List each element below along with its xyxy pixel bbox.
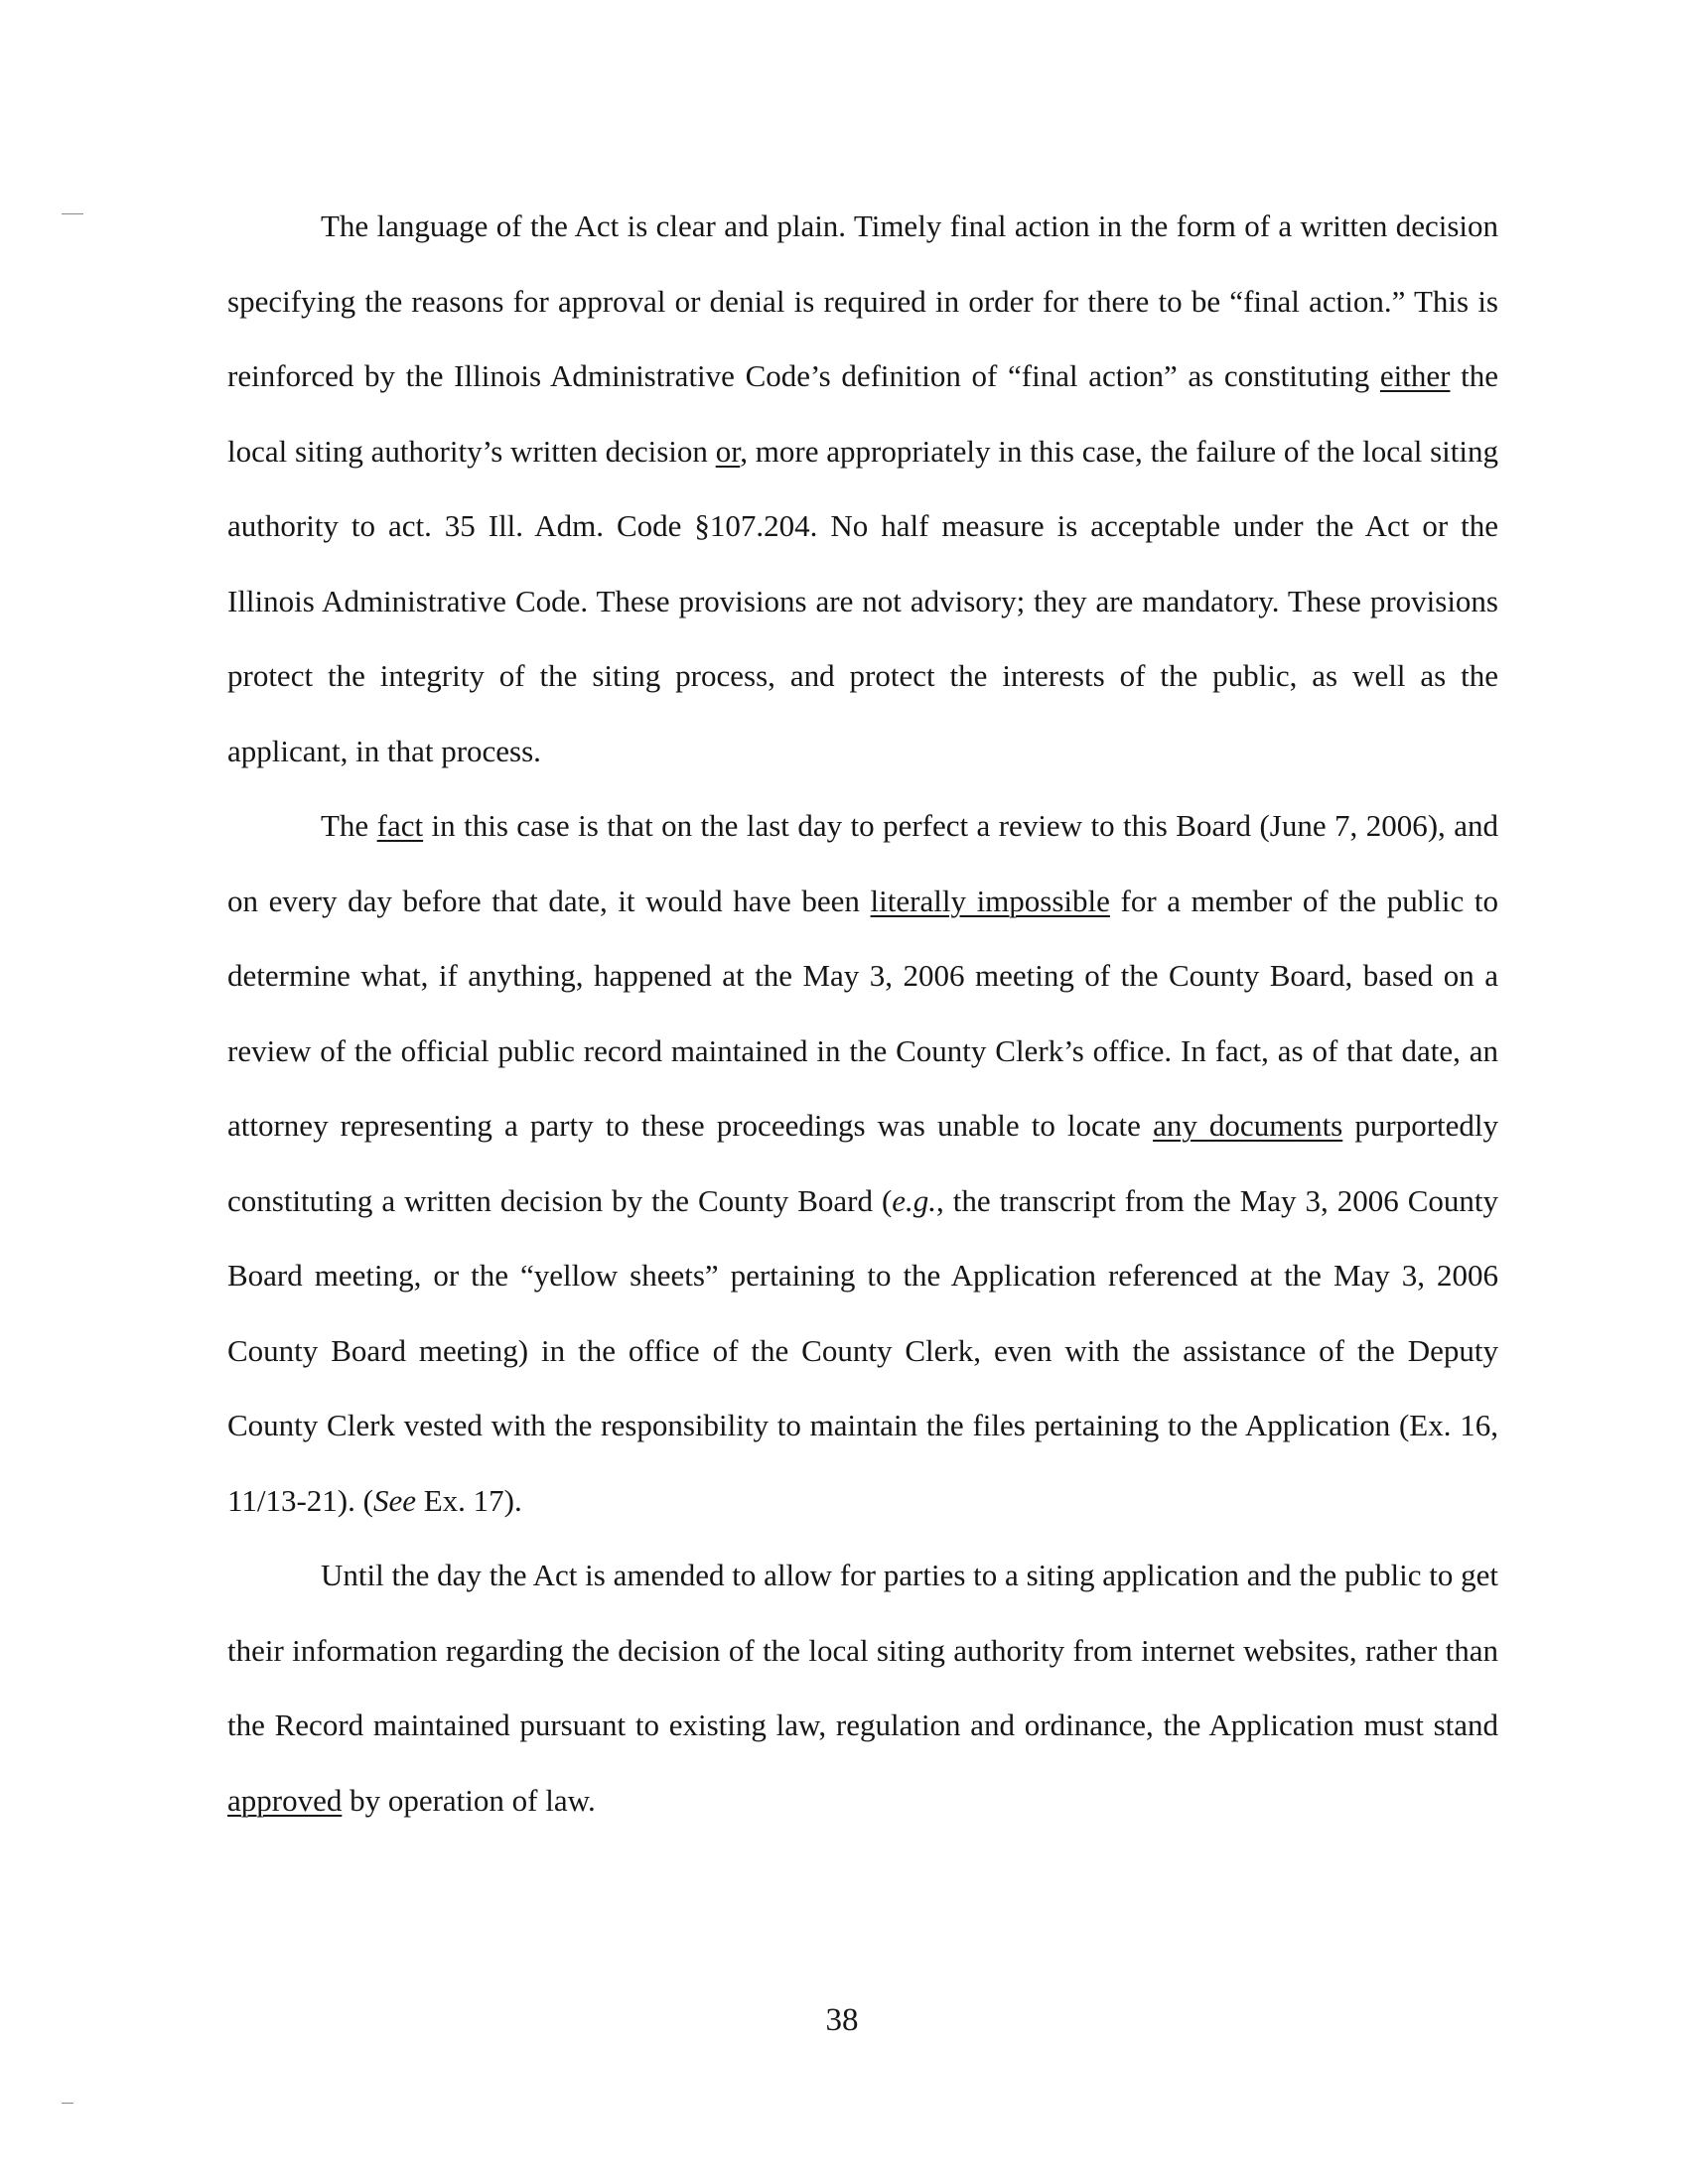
text-run: , more appropriately in this case, the failure of the local siting authority to act. 35 Ill. Adm. Code §107.204. No half measure is acceptable under the Act or the Illinois Administrative Code. These provisions are not advisory; they are mandatory. These provisions protect the integrity of the siting process, and protect the interests of the public, as well as the applicant, in that process. — [227, 433, 1498, 768]
paragraph-final-action — [227, 189, 1498, 788]
underlined-text: literally impossible — [870, 883, 1110, 918]
text-run: The language of the Act is clear and plain. Timely final action in the form of a written decision specifying the reasons for approval or denial is required in order for there to be “final action.” This is reinforced by the Illinois Administrative Code’s definition of “final action” as constituting — [227, 208, 1498, 393]
underlined-text: either — [1379, 358, 1451, 393]
text-run: in this case is that on the last day to perfect a review to this Board (June 7, 2006), and on every day before that date, it would have been — [227, 808, 1498, 918]
text-run: purportedly constituting a written decision by the County Board ( — [227, 1108, 1498, 1218]
text-run: The — [321, 808, 377, 843]
text-run: for a member of the public to determine what, if anything, happened at the May 3, 2006 meeting of the County Board, based on a review of the official public record maintained in the County Clerk’s office. In fact, as of that date, an attorney representing a party to these proceedings was unable to locate — [227, 883, 1498, 1143]
italic-text: See — [372, 1482, 416, 1518]
text-run: by operation of law. — [342, 1782, 596, 1818]
text-run: , the transcript from the May 3, 2006 County Board meeting, or the “yellow sheets” pertaining to the Application referenced at the May 3, 2006 County Board meeting) in the office of the County Clerk, even with the assistance of the Deputy County Clerk vested with the responsibility to maintain the files pertaining to the Application (Ex. 16, 11/13-21). ( — [227, 1182, 1498, 1518]
underlined-text: fact — [376, 808, 424, 843]
underlined-text: approved — [227, 1782, 343, 1818]
underlined-text: or — [715, 433, 741, 469]
text-run: the local siting authority’s written decision — [227, 358, 1498, 469]
paragraph-fact — [227, 788, 1498, 1538]
page-number: 38 — [825, 2002, 859, 2038]
margin-mark — [62, 2103, 73, 2104]
italic-text: e.g. — [892, 1182, 937, 1218]
body-text — [227, 189, 1498, 1838]
margin-mark — [62, 213, 83, 214]
underlined-text: any documents — [1153, 1108, 1343, 1143]
text-run: Ex. 17). — [415, 1482, 522, 1518]
paragraph-conclusion — [227, 1538, 1498, 1838]
text-run: Until the day the Act is amended to allow for parties to a siting application and the public to get their information regarding the decision of the local siting authority from internet websites, rather than the Record maintained pursuant to existing law, regulation and ordinance, the Application must stand — [227, 1558, 1498, 1742]
